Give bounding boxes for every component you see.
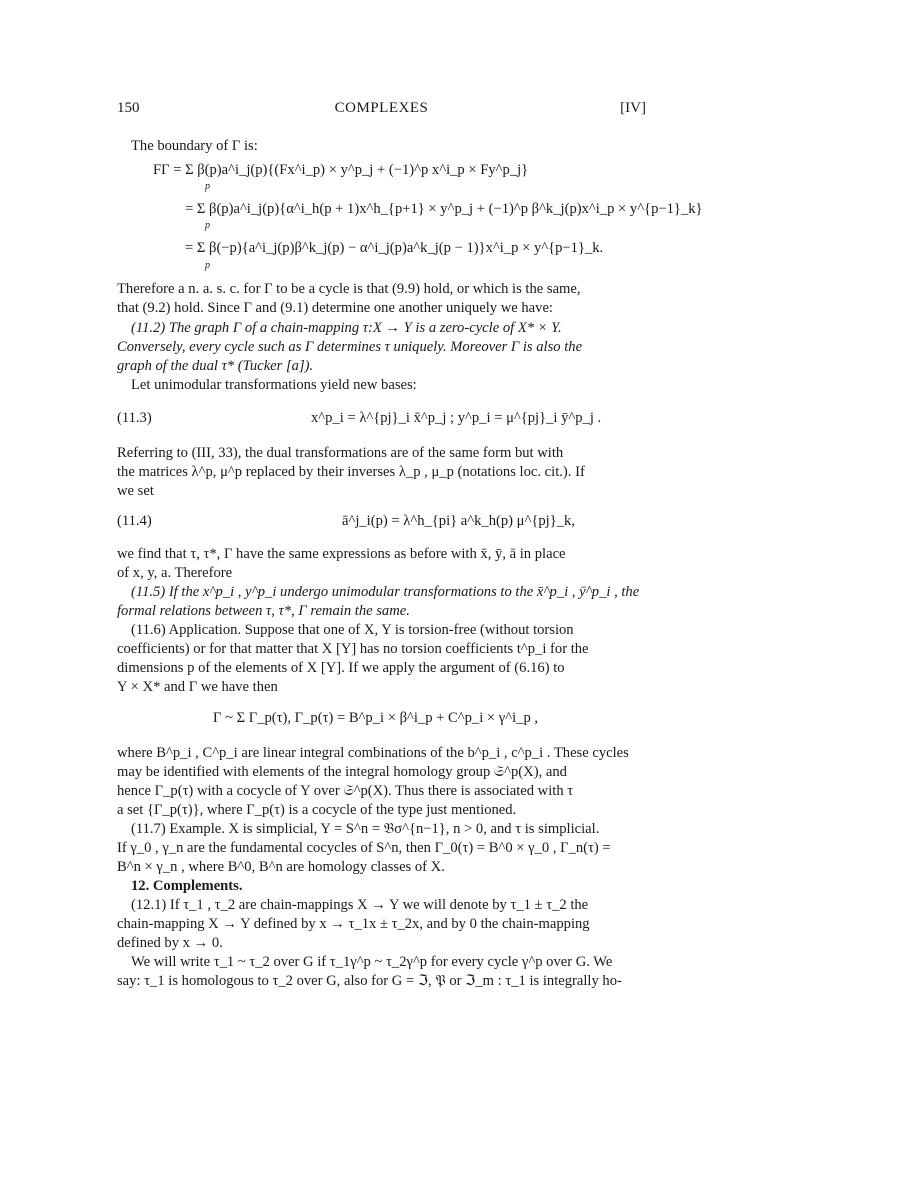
section-heading: 12. Complements.: [131, 878, 243, 894]
text-line: B^n × γ_n , where B^0, B^n are homology classes of X.: [117, 859, 445, 875]
theorem-line: (11.2) The graph Γ of a chain-mapping τ:X → Y is a zero-cycle of X* × Y.: [131, 320, 562, 336]
text-line: The boundary of Γ is:: [131, 138, 258, 154]
text-line: coefficients) or for that matter that X [Y] has no torsion coefficients t^p_i for the: [117, 641, 589, 657]
text-line: dimensions p of the elements of X [Y]. If we apply the argument of (6.16) to: [117, 660, 565, 676]
text-line: We will write τ_1 ~ τ_2 over G if τ_1γ^p ~ τ_2γ^p for every cycle γ^p over G. We: [131, 954, 613, 970]
text-line: Y × X* and Γ we have then: [117, 679, 278, 695]
text-line: we find that τ, τ*, Γ have the same expressions as before with x̄, ȳ, ā in place: [117, 546, 566, 562]
theorem-line: graph of the dual τ* (Tucker [a]).: [117, 358, 314, 374]
text-line: of x, y, a. Therefore: [117, 565, 233, 581]
running-title: COMPLEXES: [334, 100, 429, 116]
equation: x^p_i = λ^{pj}_i x̄^p_j ; y^p_i = μ^{pj}_i ȳ^p_j .: [311, 410, 602, 426]
text-line: If γ_0 , γ_n are the fundamental cocycles of S^n, then Γ_0(τ) = B^0 × γ_0 , Γ_n(τ) =: [117, 840, 611, 856]
text-line: chain-mapping X → Y defined by x → τ_1x ± τ_2x, and by 0 the chain-mapping: [117, 916, 590, 932]
equation-line: = Σ β(−p){a^i_j(p)β^k_j(p) − α^i_j(p)a^k_j(p − 1)}x^i_p × y^{p−1}_k.: [185, 240, 604, 256]
text-line: defined by x → 0.: [117, 935, 223, 951]
text-line: Let unimodular transformations yield new bases:: [131, 377, 417, 393]
text-line: hence Γ_p(τ) with a cocycle of Y over 𝔖^p(X). Thus there is associated with τ: [117, 783, 574, 799]
text-line: (11.6) Application. Suppose that one of X, Y is torsion-free (without torsion: [131, 622, 574, 638]
theorem-line: formal relations between τ, τ*, Γ remain the same.: [117, 603, 410, 619]
page-number: 150: [117, 100, 140, 116]
text-line: (12.1) If τ_1 , τ_2 are chain-mappings X → Y we will denote by τ_1 ± τ_2 the: [131, 897, 589, 913]
sum-subscript: p: [205, 260, 210, 271]
text-line: Therefore a n. a. s. c. for Γ to be a cycle is that (9.9) hold, or which is the same,: [117, 281, 581, 297]
text-line: we set: [117, 483, 154, 499]
sum-subscript: p: [205, 181, 210, 192]
equation: Γ ~ Σ Γ_p(τ), Γ_p(τ) = B^p_i × β^i_p + C^p_i × γ^i_p ,: [213, 710, 539, 726]
text-line: may be identified with elements of the integral homology group 𝔖^p(X), and: [117, 764, 567, 780]
equation-number: (11.3): [117, 410, 152, 426]
page-header: [117, 100, 646, 122]
theorem-line: (11.5) If the x^p_i , y^p_i undergo unimodular transformations to the x̄^p_i , ȳ^p_i , the: [131, 584, 640, 600]
text-line: (11.7) Example. X is simplicial, Y = S^n = 𝔅σ^{n−1}, n > 0, and τ is simplicial.: [131, 821, 600, 837]
text-line: a set {Γ_p(τ)}, where Γ_p(τ) is a cocycle of the type just mentioned.: [117, 802, 517, 818]
equation-line: = Σ β(p)a^i_j(p){α^i_h(p + 1)x^h_{p+1} × y^p_j + (−1)^p β^k_j(p)x^i_p × y^{p−1}_k}: [185, 201, 703, 217]
equation: ā^j_i(p) = λ^h_{pi} a^k_h(p) μ^{pj}_k,: [342, 513, 575, 529]
equation-number: (11.4): [117, 513, 152, 529]
text-line: where B^p_i , C^p_i are linear integral combinations of the b^p_i , c^p_i . These cycles: [117, 745, 629, 761]
equation-line: FΓ = Σ β(p)a^i_j(p){(Fx^i_p) × y^p_j + (−1)^p x^i_p × Fy^p_j}: [153, 162, 529, 178]
text-line: the matrices λ^p, μ^p replaced by their inverses λ_p , μ_p (notations loc. cit.). If: [117, 464, 585, 480]
chapter-label: [IV]: [620, 100, 646, 116]
theorem-line: Conversely, every cycle such as Γ determines τ uniquely. Moreover Γ is also the: [117, 339, 583, 355]
sum-subscript: p: [205, 220, 210, 231]
text-line: Referring to (III, 33), the dual transformations are of the same form but with: [117, 445, 564, 461]
text-line: say: τ_1 is homologous to τ_2 over G, also for G = ℑ, 𝔓 or ℑ_m : τ_1 is integrally ho-: [117, 973, 622, 989]
text-line: that (9.2) hold. Since Γ and (9.1) determine one another uniquely we have:: [117, 300, 553, 316]
